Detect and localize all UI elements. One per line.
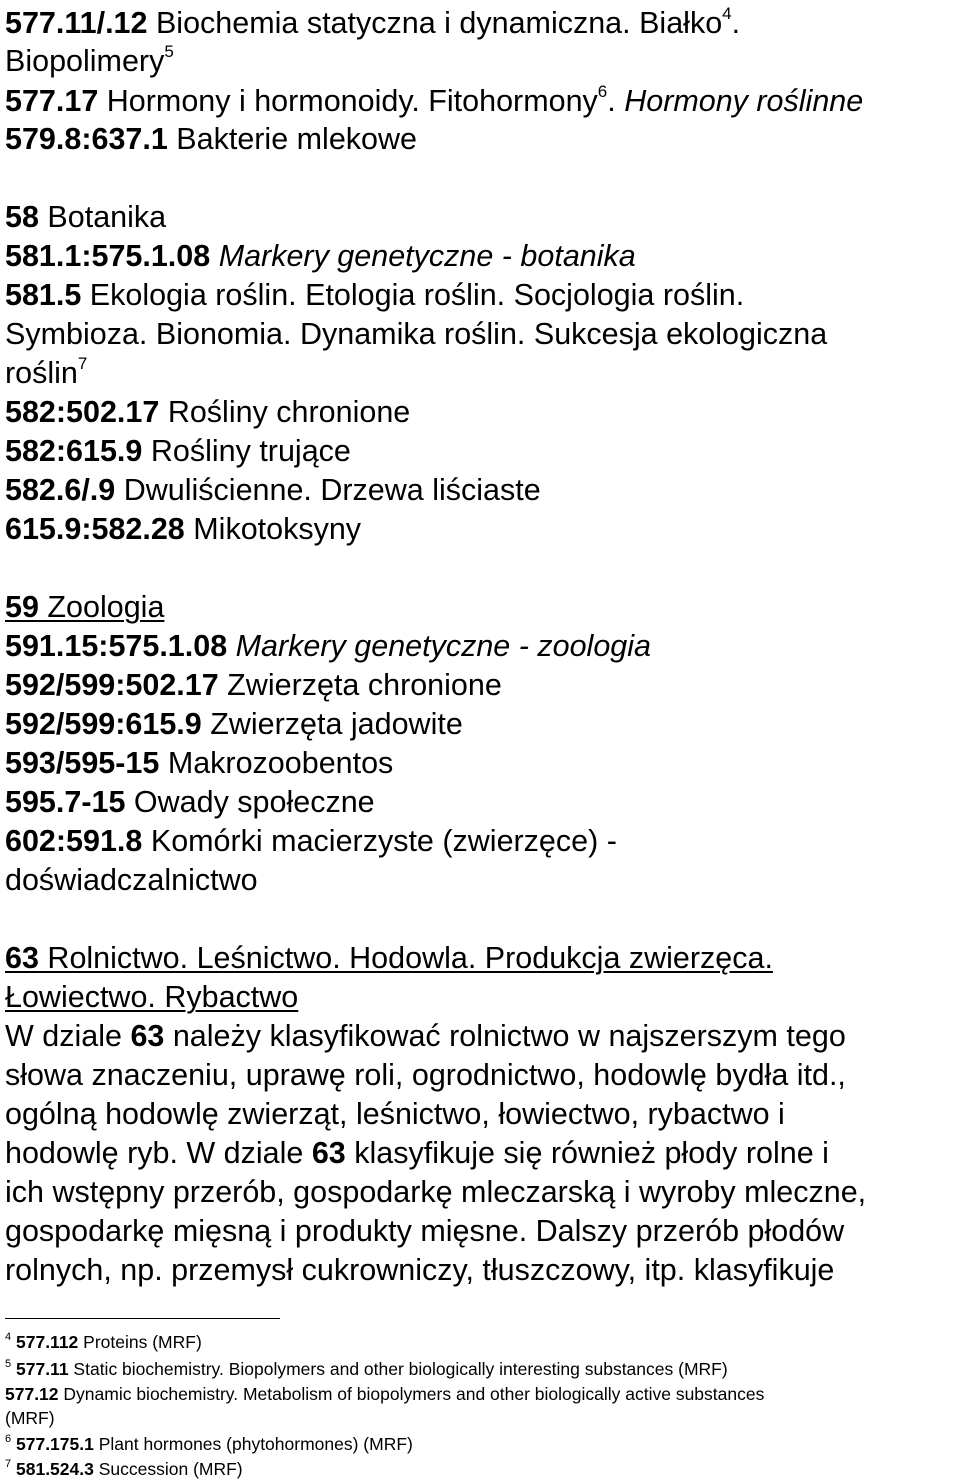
heading-63: 63 Rolnictwo. Leśnictwo. Hodowla. Produkcja zwierzęca. xyxy=(5,941,773,975)
entry-592-502: 592/599:502.17 Zwierzęta chronione xyxy=(5,668,502,702)
entry-582-502: 582:502.17 Rośliny chronione xyxy=(5,395,411,429)
entry-581-5-cont2: roślin$^7$ xyxy=(5,354,88,390)
paragraph-line: ich wstępny przerób, gospodarkę mleczarską i wyroby mleczne, xyxy=(5,1175,867,1209)
footnote-5-cont: 577.12 Dynamic biochemistry. Metabolism of biopolymers and other biologically active substances xyxy=(5,1384,765,1404)
entry-581-5-cont: Symbioza. Bionomia. Dynamika roślin. Sukcesja ekologiczna xyxy=(5,317,828,351)
paragraph-line: ogólną hodowlę zwierząt, leśnictwo, łowiectwo, rybactwo i xyxy=(5,1097,785,1131)
entry-581-1: 581.1:575.1.08 Markery genetyczne - botanika xyxy=(5,239,636,273)
entry-577-11: 577.11/.12 Biochemia statyczna i dynamiczna. Białko$^4$. xyxy=(5,4,741,40)
paragraph-line: hodowlę ryb. W dziale 63 klasyfikuje się również płody rolne i xyxy=(5,1136,829,1170)
entry-592-615: 592/599:615.9 Zwierzęta jadowite xyxy=(5,707,463,741)
entry-602-591: 602:591.8 Komórki macierzyste (zwierzęce) - xyxy=(5,824,617,858)
entry-615-9: 615.9:582.28 Mikotoksyny xyxy=(5,512,362,546)
footnote-5-cont2: (MRF) xyxy=(5,1408,55,1428)
entry-602-591-cont: doświadczalnictwo xyxy=(5,863,258,897)
footnote-7: $^7$ 581.524.3 Succession (MRF) xyxy=(5,1458,243,1479)
entry-582-615: 582:615.9 Rośliny trujące xyxy=(5,434,351,468)
entry-593-595: 593/595-15 Makrozoobentos xyxy=(5,746,394,780)
entry-595-7: 595.7-15 Owady społeczne xyxy=(5,785,375,819)
entry-577-17: 577.17 Hormony i hormonoidy. Fitohormony$^6$. Hormony roślinne xyxy=(5,82,864,118)
paragraph-line: gospodarkę mięsną i produkty mięsne. Dalszy przerób płodów xyxy=(5,1214,845,1248)
paragraph-line: słowa znaczeniu, uprawę roli, ogrodnictwo, hodowlę bydła itd., xyxy=(5,1058,846,1092)
footnote-separator xyxy=(5,1318,280,1319)
footnote-5: $^5$ 577.11 Static biochemistry. Biopolymers and other biologically interesting substances (MRF) xyxy=(5,1358,728,1379)
paragraph-line: rolnych, np. przemysł cukrowniczy, tłuszczowy, itp. klasyfikuje xyxy=(5,1253,835,1287)
entry-581-5: 581.5 Ekologia roślin. Etologia roślin. Socjologia roślin. xyxy=(5,278,745,312)
entry-577-11-cont: Biopolimery$^5$ xyxy=(5,42,174,78)
entry-591-15: 591.15:575.1.08 Markery genetyczne - zoologia xyxy=(5,629,651,663)
entry-579-8: 579.8:637.1 Bakterie mlekowe xyxy=(5,122,417,156)
heading-58: 58 Botanika xyxy=(5,200,167,234)
heading-59: 59 Zoologia xyxy=(5,590,165,624)
footnote-4: $^4$ 577.112 Proteins (MRF) xyxy=(5,1331,202,1352)
footnote-6: $^6$ 577.175.1 Plant hormones (phytohormones) (MRF) xyxy=(5,1433,413,1454)
paragraph-line: W dziale 63 należy klasyfikować rolnictwo w najszerszym tego xyxy=(5,1019,846,1053)
entry-582-6: 582.6/.9 Dwuliścienne. Drzewa liściaste xyxy=(5,473,541,507)
heading-63-cont: Łowiectwo. Rybactwo xyxy=(5,980,299,1014)
